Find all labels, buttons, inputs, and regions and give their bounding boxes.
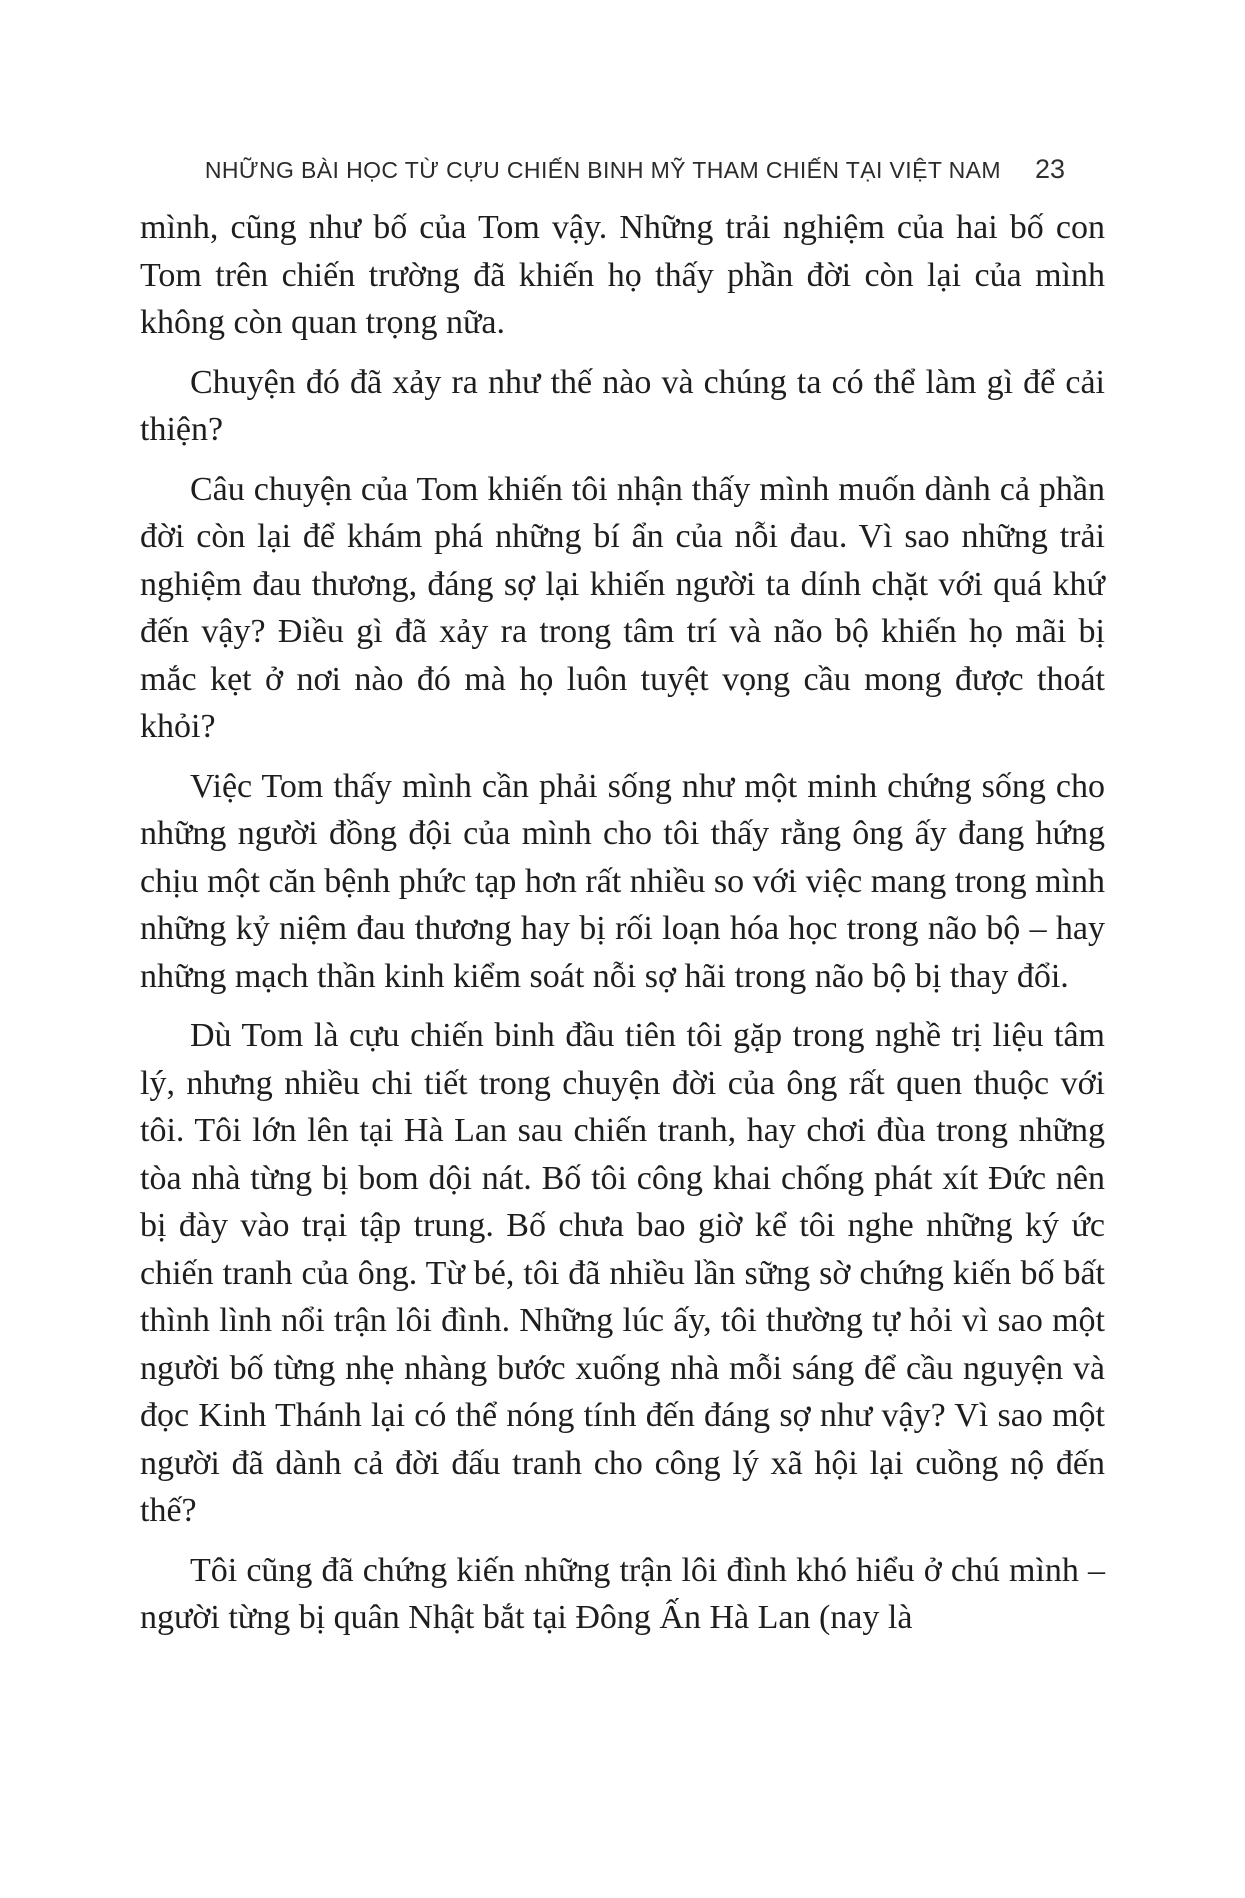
page-number: 23 xyxy=(1034,154,1065,184)
paragraph: mình, cũng như bố của Tom vậy. Những trải nghiệm của hai bố con Tom trên chiến trường đã khiến họ thấy phần đời còn lại của mình không còn quan trọng nữa. xyxy=(140,209,1105,341)
paragraph: Tôi cũng đã chứng kiến những trận lôi đình khó hiểu ở chú mình – người từng bị quân Nhật bắt tại Đông Ấn Hà Lan (nay là xyxy=(140,1551,1105,1636)
paragraph: Câu chuyện của Tom khiến tôi nhận thấy mình muốn dành cả phần đời còn lại để khám phá những bí ẩn của nỗi đau. Vì sao những trải nghiệm đau thương, đáng sợ lại khiến người ta dính chặt với quá khứ đến vậy? Điều gì đã xảy ra trong tâm trí và não bộ khiến họ mãi bị mắc kẹt ở nơi nào đó mà họ luôn tuyệt vọng cầu mong được thoát khỏi? xyxy=(140,470,1105,745)
paragraph: Chuyện đó đã xảy ra như thế nào và chúng ta có thể làm gì để cải thiện? xyxy=(140,363,1105,448)
running-header xyxy=(205,154,1065,185)
paragraph: Dù Tom là cựu chiến binh đầu tiên tôi gặp trong nghề trị liệu tâm lý, nhưng nhiều chi tiết trong chuyện đời của ông rất quen thuộc với tôi. Tôi lớn lên tại Hà Lan sau chiến tranh, hay chơi đùa trong những tòa nhà từng bị bom dội nát. Bố tôi công khai chống phát xít Đức nên bị đày vào trại tập trung. Bố chưa bao giờ kể tôi nghe những ký ức chiến tranh của ông. Từ bé, tôi đã nhiều lần sững sờ chứng kiến bố bất thình lình nổi trận lôi đình. Những lúc ấy, tôi thường tự hỏi vì sao một người bố từng nhẹ nhàng bước xuống nhà mỗi sáng để cầu nguyện và đọc Kinh Thánh lại có thể nóng tính đến đáng sợ như vậy? Vì sao một người đã dành cả đời đấu tranh cho công lý xã hội lại cuồng nộ đến thế? xyxy=(140,1017,1105,1529)
paragraph: Việc Tom thấy mình cần phải sống như một minh chứng sống cho những người đồng đội của mình cho tôi thấy rằng ông ấy đang hứng chịu một căn bệnh phức tạp hơn rất nhiều so với việc mang trong mình những kỷ niệm đau thương hay bị rối loạn hóa học trong não bộ – hay những mạch thần kinh kiểm soát nỗi sợ hãi trong não bộ bị thay đổi. xyxy=(140,767,1105,995)
body-text xyxy=(140,204,1105,1654)
running-header-title: NHỮNG BÀI HỌC TỪ CỰU CHIẾN BINH MỸ THAM CHIẾN TẠI VIỆT NAM xyxy=(204,157,1001,183)
